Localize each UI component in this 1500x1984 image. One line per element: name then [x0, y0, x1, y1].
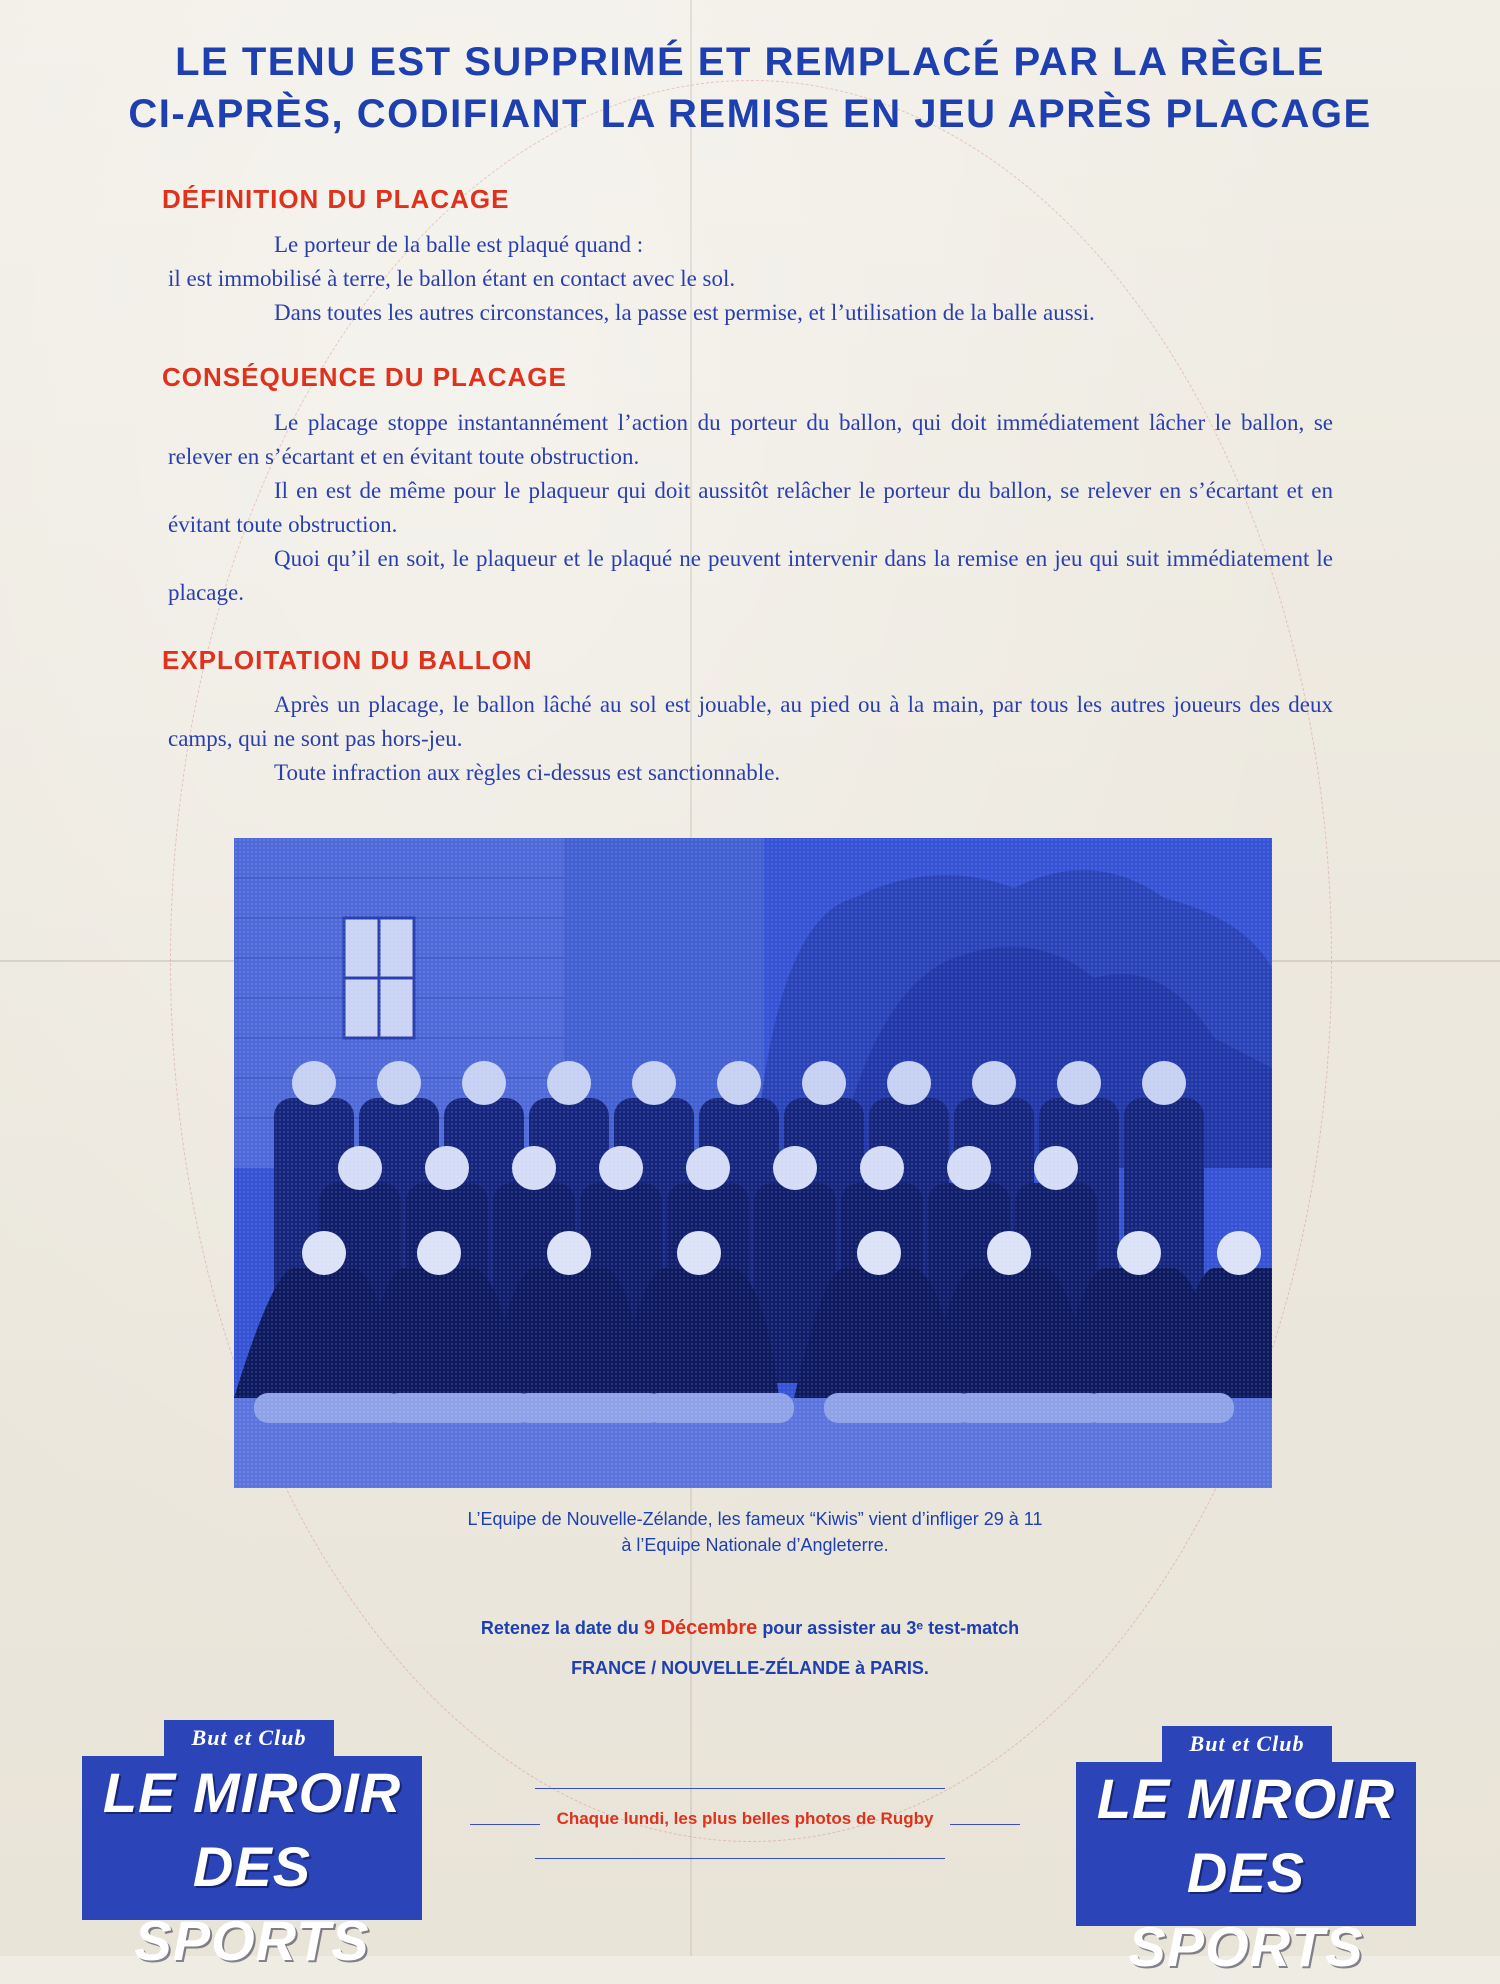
caption-line-1: L’Equipe de Nouvelle-Zélande, les fameux “Kiwis” vient d’infliger 29 à 11 [467, 1509, 1043, 1529]
logo-club-label: But et Club [164, 1720, 334, 1756]
match-announcement [300, 1608, 1200, 1688]
caption-line-2: à l’Equipe Nationale d’Angleterre. [621, 1535, 889, 1555]
section-title-definition: DÉFINITION DU PLACAGE [162, 184, 510, 214]
team-photo-illustration [234, 838, 1272, 1488]
section-body-definition [168, 228, 1333, 330]
logo-title [82, 1756, 422, 1972]
announcement-date: 9 Décembre [643, 1617, 758, 1639]
section-body-exploitation [168, 688, 1333, 790]
paragraph: Le placage stoppe instantannément l’action du porteur du ballon, qui doit immédiatement lâcher le ballon, se relever en s’écartant et en évitant toute obstruction. [168, 410, 1333, 469]
announcement-post: pour assister au 3ᵉ test-match [762, 1618, 1020, 1638]
rule-line [535, 1858, 945, 1859]
headline-line-1: LE TENU EST SUPPRIMÉ ET REMPLACÉ PAR LA RÈGLE [175, 40, 1325, 84]
logo-title-line-2: DES SPORTS [134, 1835, 370, 1972]
logo-title [1076, 1762, 1416, 1978]
headline [60, 36, 1440, 140]
miroir-des-sports-logo-left [82, 1720, 422, 1972]
announcement-pre: Retenez la date du [480, 1618, 639, 1638]
paragraph: Dans toutes les autres circonstances, la passe est permise, et l’utilisation de la balle aussi. [274, 300, 1095, 325]
logo-title-line-2: DES SPORTS [1128, 1841, 1364, 1978]
section-body-consequence [168, 406, 1333, 610]
paragraph: Il en est de même pour le plaqueur qui doit aussitôt relâcher le porteur du ballon, se relever en s’écartant et en évitant toute obstruction. [168, 478, 1333, 537]
paragraph: Quoi qu’il en soit, le plaqueur et le plaqué ne peuvent intervenir dans la remise en jeu qui suit immédiatement le placage. [168, 546, 1333, 605]
logo-club-label: But et Club [1162, 1726, 1332, 1762]
logo-title-line-1: LE MIROIR [1096, 1767, 1396, 1830]
photo-caption [330, 1506, 1180, 1558]
announcement-match: FRANCE / NOUVELLE-ZÉLANDE à PARIS. [571, 1658, 929, 1678]
team-photo [234, 838, 1272, 1488]
section-title-consequence: CONSÉQUENCE DU PLACAGE [162, 362, 567, 392]
rule-line [535, 1788, 945, 1789]
miroir-des-sports-logo-right [1076, 1726, 1416, 1978]
section-title-exploitation: EXPLOITATION DU BALLON [162, 645, 533, 675]
paragraph: Toute infraction aux règles ci-dessus est sanctionnable. [274, 760, 781, 785]
paragraph: Après un placage, le ballon lâché au sol est jouable, au pied ou à la main, par tous les autres joueurs des deux camps, qui ne sont pas hors-jeu. [168, 692, 1333, 751]
paragraph: Le porteur de la balle est plaqué quand : [274, 232, 644, 257]
headline-line-2: CI-APRÈS, CODIFIANT LA REMISE EN JEU APRÈS PLACAGE [128, 92, 1372, 136]
tagline-block [470, 1784, 1020, 1864]
tagline-text: Chaque lundi, les plus belles photos de Rugby [556, 1809, 934, 1828]
paragraph: il est immobilisé à terre, le ballon étant en contact avec le sol. [168, 266, 736, 291]
logo-title-line-1: LE MIROIR [102, 1761, 402, 1824]
announcement-line-1 [300, 1608, 1200, 1648]
